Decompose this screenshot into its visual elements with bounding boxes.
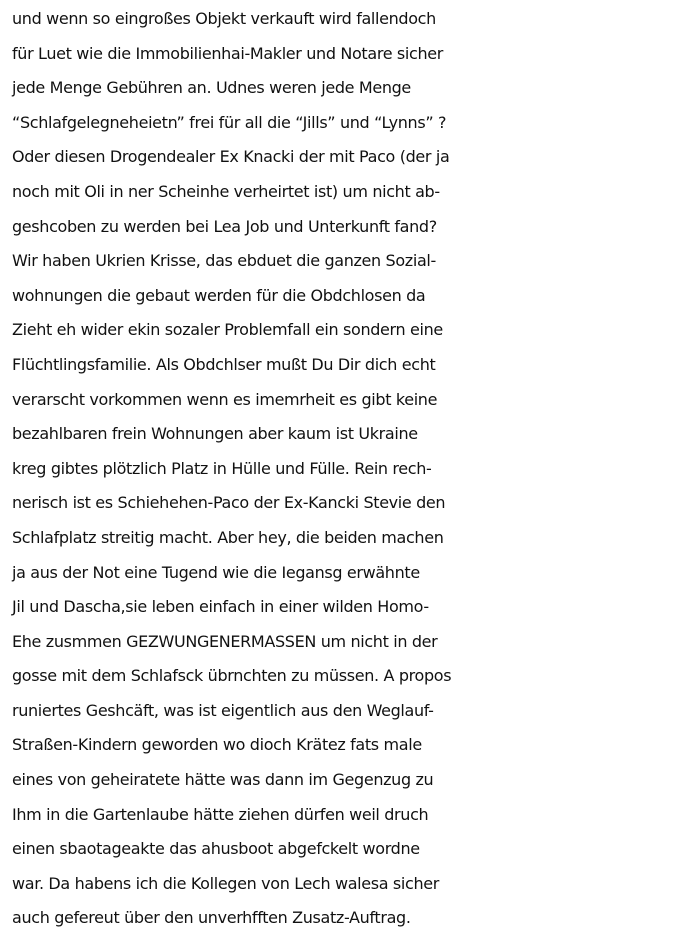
text-line: geshcoben zu werden bei Lea Job und Unterkunft fand?: [12, 216, 437, 236]
text-line: nerisch ist es Schiehehen-Paco der Ex-Kancki Stevie den: [12, 493, 446, 513]
text-line: Jil und Dascha,sie leben einfach in einer wilden Homo-: [12, 597, 429, 617]
text-line: Zieht eh wider ekin sozaler Problemfall ein sondern eine: [12, 320, 443, 340]
text-line: verarscht vorkommen wenn es imemrheit es gibt keine: [12, 389, 438, 409]
text-line: einen sbaotageakte das ahusboot abgefckelt wordne: [12, 839, 420, 859]
text-line: wohnungen die gebaut werden für die Obdchlosen da: [12, 285, 426, 305]
text-line: Straßen-Kindern geworden wo dioch Krätez fats male: [12, 735, 422, 755]
text-line: Wir haben Ukrien Krisse, das ebduet die ganzen Sozial-: [12, 251, 436, 271]
text-line: noch mit Oli in ner Scheinhe verheirtet ist) um nicht ab-: [12, 181, 440, 201]
text-line: “Schlafgelegneheietn” frei für all die “Jills” und “Lynns” ?: [12, 112, 447, 132]
text-line: war. Da habens ich die Kollegen von Lech walesa sicher: [12, 873, 439, 893]
text-line: und wenn so eingroßes Objekt verkauft wird fallendoch: [12, 9, 436, 28]
text-line: Schlafplatz streitig macht. Aber hey, die beiden machen: [12, 527, 444, 547]
text-line: Ehe zusmmen GEZWUNGENERMASSEN um nicht in der: [12, 631, 438, 651]
text-line: ja aus der Not eine Tugend wie die Iegansg erwähnte: [12, 562, 420, 582]
text-line: eines von geheiratete hätte was dann im Gegenzug zu: [12, 770, 434, 790]
text-line: kreg gibtes plötzlich Platz in Hülle und Fülle. Rein rech-: [12, 458, 432, 478]
text-line: auch gefereut über den unverhfften Zusatz-Auftrag.: [12, 908, 411, 928]
text-line: jede Menge Gebühren an. Udnes weren jede Menge: [12, 78, 411, 98]
text-line: runiertes Geshcäft, was ist eigentlich aus den Weglauf-: [12, 700, 434, 720]
text-line: für Luet wie die Immobilienhai-Makler und Notare sicher: [12, 43, 443, 63]
text-line: gosse mit dem Schlafsck übrnchten zu müssen. A propos: [12, 666, 452, 686]
text-line: bezahlbaren frein Wohnungen aber kaum ist Ukraine: [12, 424, 418, 444]
text-line: Ihm in die Gartenlaube hätte ziehen dürfen weil druch: [12, 804, 429, 824]
text-line: Oder diesen Drogendealer Ex Knacki der mit Paco (der ja: [12, 147, 450, 167]
body-text: [12, 2, 680, 936]
text-line: Flüchtlingsfamilie. Als Obdchlser mußt Du Dir dich echt: [12, 354, 436, 374]
